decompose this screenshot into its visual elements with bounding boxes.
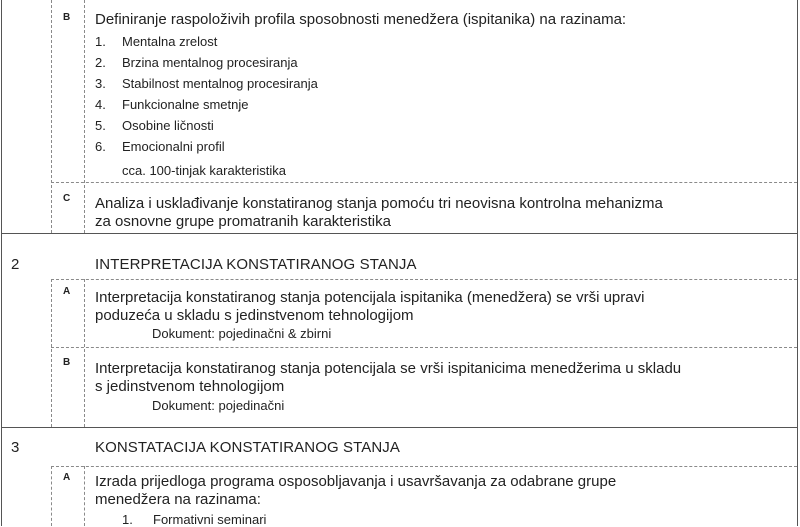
- row-divider: [51, 347, 797, 348]
- section-divider: [1, 233, 798, 234]
- column-divider: [84, 466, 85, 526]
- row-description-line: Izrada prijedloga programa osposobljavanja i usavršavanja za odabrane grupe: [95, 473, 617, 490]
- row-description-line: Analiza i usklađivanje konstatiranog stanja pomoću tri neovisna kontrolna mehanizma: [95, 195, 663, 212]
- row-divider: [51, 182, 797, 183]
- section-number: 2: [11, 256, 20, 273]
- list-item: 1. Formativni seminari: [122, 512, 267, 527]
- section-divider: [1, 427, 798, 428]
- list-item: 5. Osobine ličnosti: [95, 118, 214, 133]
- column-divider: [84, 0, 85, 233]
- table-right-border: [797, 0, 798, 526]
- list-item: 6. Emocionalni profil: [95, 139, 225, 154]
- row-description-line: menedžera na razinama:: [95, 491, 261, 508]
- row-description-line: s jedinstvenom tehnologijom: [95, 378, 285, 395]
- row-description-line: Interpretacija konstatiranog stanja potencijala se vrši ispitanicima menedžerima u skladu: [95, 360, 682, 377]
- profile-level-list: [95, 31, 318, 157]
- row-letter: A: [63, 472, 71, 483]
- section-number: 3: [11, 439, 20, 456]
- row-description-line: za osnovne grupe promatranih karakteristika: [95, 213, 391, 230]
- row-divider: [51, 279, 797, 280]
- row-letter: B: [63, 12, 71, 23]
- list-note: cca. 100-tinjak karakteristika: [122, 163, 287, 178]
- section-title: INTERPRETACIJA KONSTATIRANOG STANJA: [95, 256, 417, 273]
- document-note: Dokument: pojedinačni & zbirni: [152, 326, 332, 341]
- row-description-line: Interpretacija konstatiranog stanja potencijala ispitanika (menedžera) se vrši upravi: [95, 289, 645, 306]
- section-title: KONSTATACIJA KONSTATIRANOG STANJA: [95, 439, 400, 456]
- row-letter: B: [63, 357, 71, 368]
- list-item: 3. Stabilnost mentalnog procesiranja: [95, 76, 318, 91]
- list-item: 4. Funkcionalne smetnje: [95, 97, 249, 112]
- row-divider: [51, 466, 797, 467]
- document-note: Dokument: pojedinačni: [152, 398, 285, 413]
- row-letter: C: [63, 193, 71, 204]
- row-description-line: poduzeća u skladu s jedinstvenom tehnologijom: [95, 307, 414, 324]
- list-item: 2. Brzina mentalnog procesiranja: [95, 55, 298, 70]
- table-left-border: [1, 0, 2, 526]
- column-divider: [51, 466, 52, 526]
- row-description: Definiranje raspoloživih profila sposobnosti menedžera (ispitanika) na razinama:: [95, 11, 627, 28]
- column-divider: [51, 0, 52, 233]
- column-divider: [51, 279, 52, 427]
- row-letter: A: [63, 286, 71, 297]
- column-divider: [84, 279, 85, 427]
- list-item: 1. Mentalna zrelost: [95, 34, 218, 49]
